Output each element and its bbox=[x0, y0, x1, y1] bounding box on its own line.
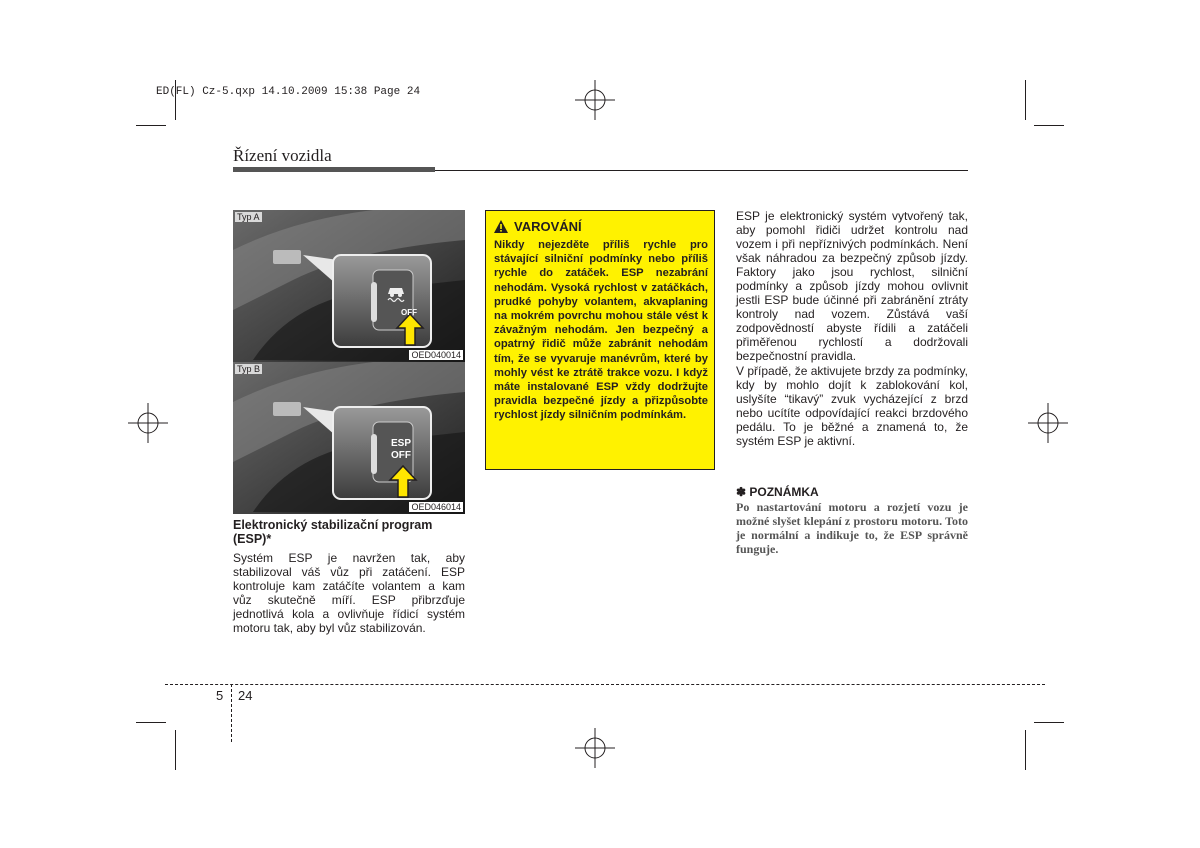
crop-mark bbox=[136, 125, 166, 126]
crop-mark bbox=[136, 722, 166, 723]
registration-mark bbox=[128, 403, 168, 443]
section-title: Řízení vozidla bbox=[233, 146, 332, 165]
figure-label: Typ B bbox=[237, 364, 261, 374]
warning-title-text: VAROVÁNÍ bbox=[514, 219, 582, 234]
figure-code: OED046014 bbox=[411, 502, 461, 512]
figure-type-b bbox=[233, 362, 465, 514]
crop-mark bbox=[1025, 730, 1026, 770]
crop-mark bbox=[1034, 722, 1064, 723]
off-label: OFF bbox=[401, 308, 417, 317]
note-title: ✽ POZNÁMKA bbox=[736, 485, 819, 499]
page-number: 24 bbox=[238, 688, 253, 703]
registration-mark bbox=[575, 728, 615, 768]
footer-rule bbox=[165, 684, 1045, 685]
esp-label: ESP bbox=[391, 438, 412, 449]
esp-off-label bbox=[391, 438, 411, 462]
esp-intro-text: Systém ESP je navržen tak, aby stabilizoval váš vůz při zatáčení. ESP kontroluje kam zatáčíte volantem a kam vůz skutečně míří. ESP přibrzďuje jednotlivá kola a ovlivňuje řídicí systém motoru tak, aby byl vůz stabilizován. bbox=[233, 551, 465, 635]
dashboard-photo bbox=[233, 210, 465, 362]
registration-mark bbox=[1028, 403, 1068, 443]
footer-divider bbox=[231, 684, 232, 742]
title-bar bbox=[233, 167, 435, 172]
warning-text: Nikdy nejezděte příliš rychle pro stávající silniční podmínky nebo příliš rychle do zatáček. ESP nezabrání nehodám. Vysoká rychlost v zatáčkách, prudké pohyby volantem, akvaplaning na mokrém povrchu mohou stále vést k závažným nehodám. Jen bezpečný a opatrný řidič může zabránit nehodám tím, že se vyvaruje manévrům, které by mohly vést ke ztrátě trakce vozu. I když máte instalované ESP vždy dodržujte pravidla bezpečné jízdy a přizpůsobte rychlost jízdy silničním podmínkám. bbox=[494, 239, 708, 422]
chapter-number: 5 bbox=[216, 688, 224, 703]
registration-mark bbox=[575, 80, 615, 120]
warning-triangle-icon bbox=[494, 220, 508, 233]
crop-mark bbox=[1025, 80, 1026, 120]
esp-description: ESP je elektronický systém vytvořený tak, aby pomohl řidiči udržet kontrolu nad vozem i při nepříznivých podmínkách. Není však náhradou za bezpečný způsob jízdy. Faktory jako jsou rychlost, silniční podmínky a způsob jízdy mohou ovlivnit jestli ESP bude účinné při zabránění ztráty kontroly nad vozem. Zůstává vaší zodpovědností abyste řídili a zatáčeli přiměřenou rychlostí a dodržovali bezpečnostní pravidla. bbox=[736, 209, 968, 363]
print-slug: ED(FL) Cz-5.qxp 14.10.2009 15:38 Page 24 bbox=[156, 86, 421, 98]
warning-title bbox=[494, 219, 582, 234]
warning-box bbox=[485, 210, 715, 470]
note-text: Po nastartování motoru a rozjetí vozu je možné slyšet klepání z prostoru motoru. Toto je normální a indikuje to, že ESP správně funguje. bbox=[736, 500, 968, 556]
crop-mark bbox=[1034, 125, 1064, 126]
off-label: OFF bbox=[391, 450, 411, 461]
figure-code: OED040014 bbox=[411, 350, 461, 360]
dashboard-photo bbox=[233, 362, 465, 514]
esp-brake-description: V případě, že aktivujete brzdy za podmínky, kdy by mohlo dojít k zablokování kol, uslyšíte “tikavý” zvuk vycházející z brzd nebo ucítíte odpovídající reakci brzdového pedálu. To je běžné a znamená to, že systém ESP je aktivní. bbox=[736, 364, 968, 448]
figure-label: Typ A bbox=[237, 212, 260, 222]
esp-heading: Elektronický stabilizační program (ESP)* bbox=[233, 518, 433, 546]
crop-mark bbox=[175, 730, 176, 770]
figure-type-a bbox=[233, 210, 465, 362]
